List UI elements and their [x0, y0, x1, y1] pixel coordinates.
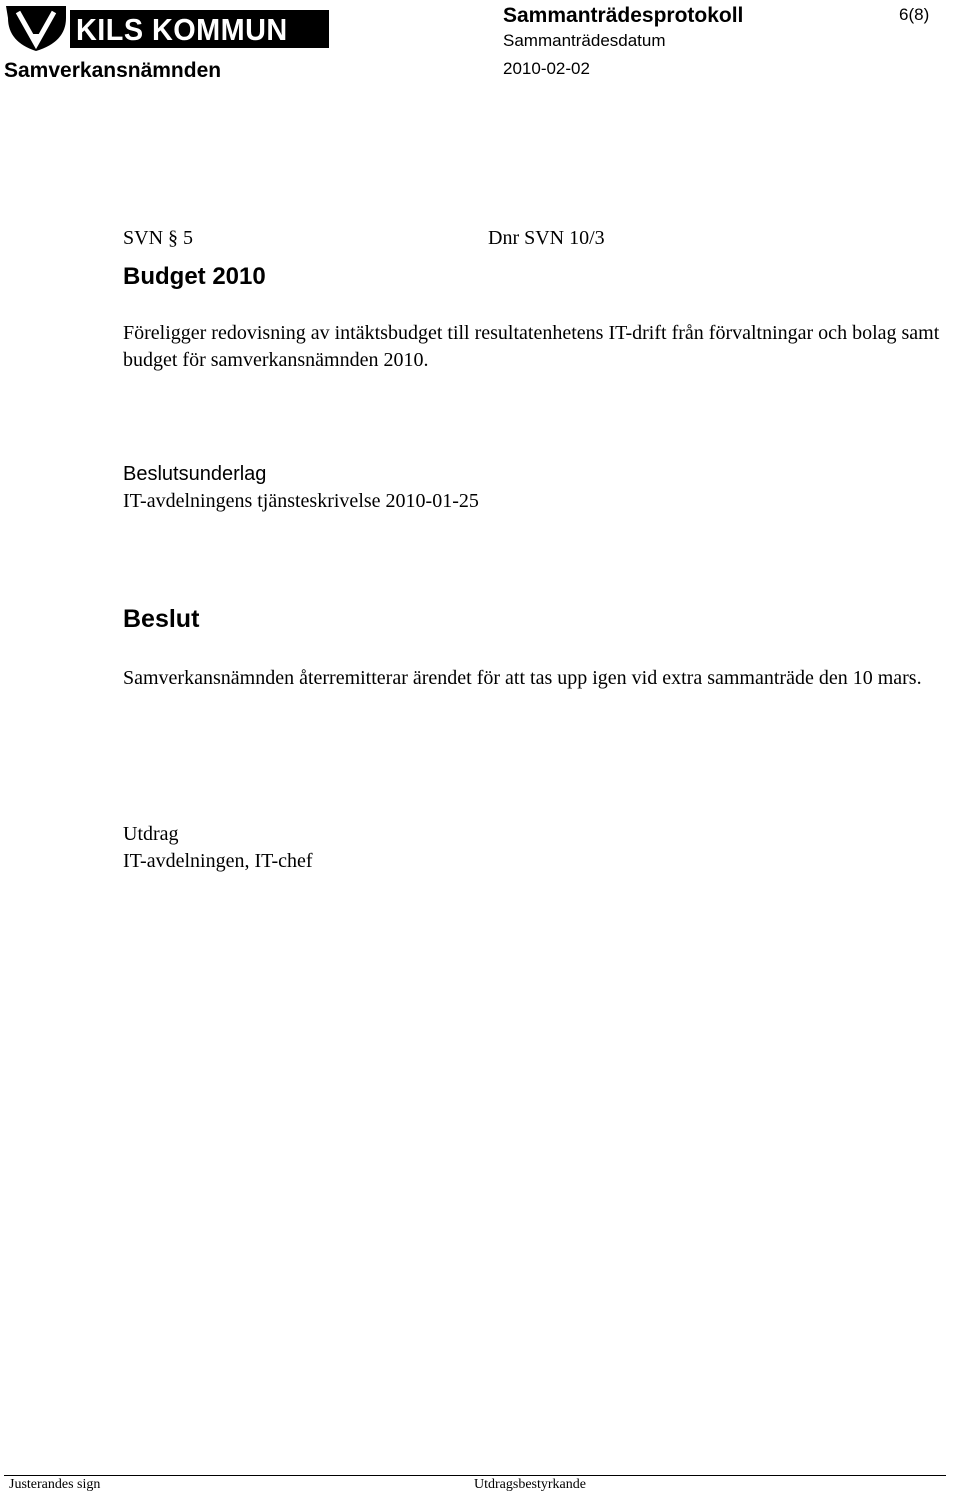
decision-basis-heading: Beslutsunderlag [123, 463, 267, 485]
extract-recipient: IT-avdelningen, IT-chef [123, 850, 313, 872]
extract-heading: Utdrag [123, 823, 179, 845]
section-title: Budget 2010 [123, 263, 266, 290]
intro-paragraph: Föreligger redovisning av intäktsbudget till resultatenhetens IT-drift från förvaltningar och bolag samt budget för samverkansnämnden 2010. [123, 322, 940, 371]
coat-of-arms-icon [4, 4, 70, 52]
footer-divider [4, 1475, 946, 1476]
decision-heading: Beslut [123, 605, 200, 633]
page-number: 6(8) [899, 5, 930, 24]
municipality-logo [4, 4, 329, 52]
case-paragraph-id: SVN § 5 [123, 227, 194, 249]
footer-certification-label: Utdragsbestyrkande [474, 1477, 586, 1492]
registration-number: Dnr SVN 10/3 [488, 227, 605, 249]
decision-text: Samverkansnämnden återremitterar ärendet för att tas upp igen vid extra sammanträde den 10 mars. [123, 667, 922, 689]
logo-text: KILS KOMMUN [76, 12, 288, 47]
decision-basis-item: IT-avdelningens tjänsteskrivelse 2010-01-25 [123, 490, 479, 512]
meeting-date: 2010-02-02 [503, 59, 590, 78]
meeting-date-label: Sammanträdesdatum [503, 31, 666, 50]
footer-signature-label: Justerandes sign [9, 1477, 101, 1492]
committee-name: Samverkansnämnden [4, 59, 222, 82]
document-type: Sammanträdesprotokoll [503, 4, 744, 27]
